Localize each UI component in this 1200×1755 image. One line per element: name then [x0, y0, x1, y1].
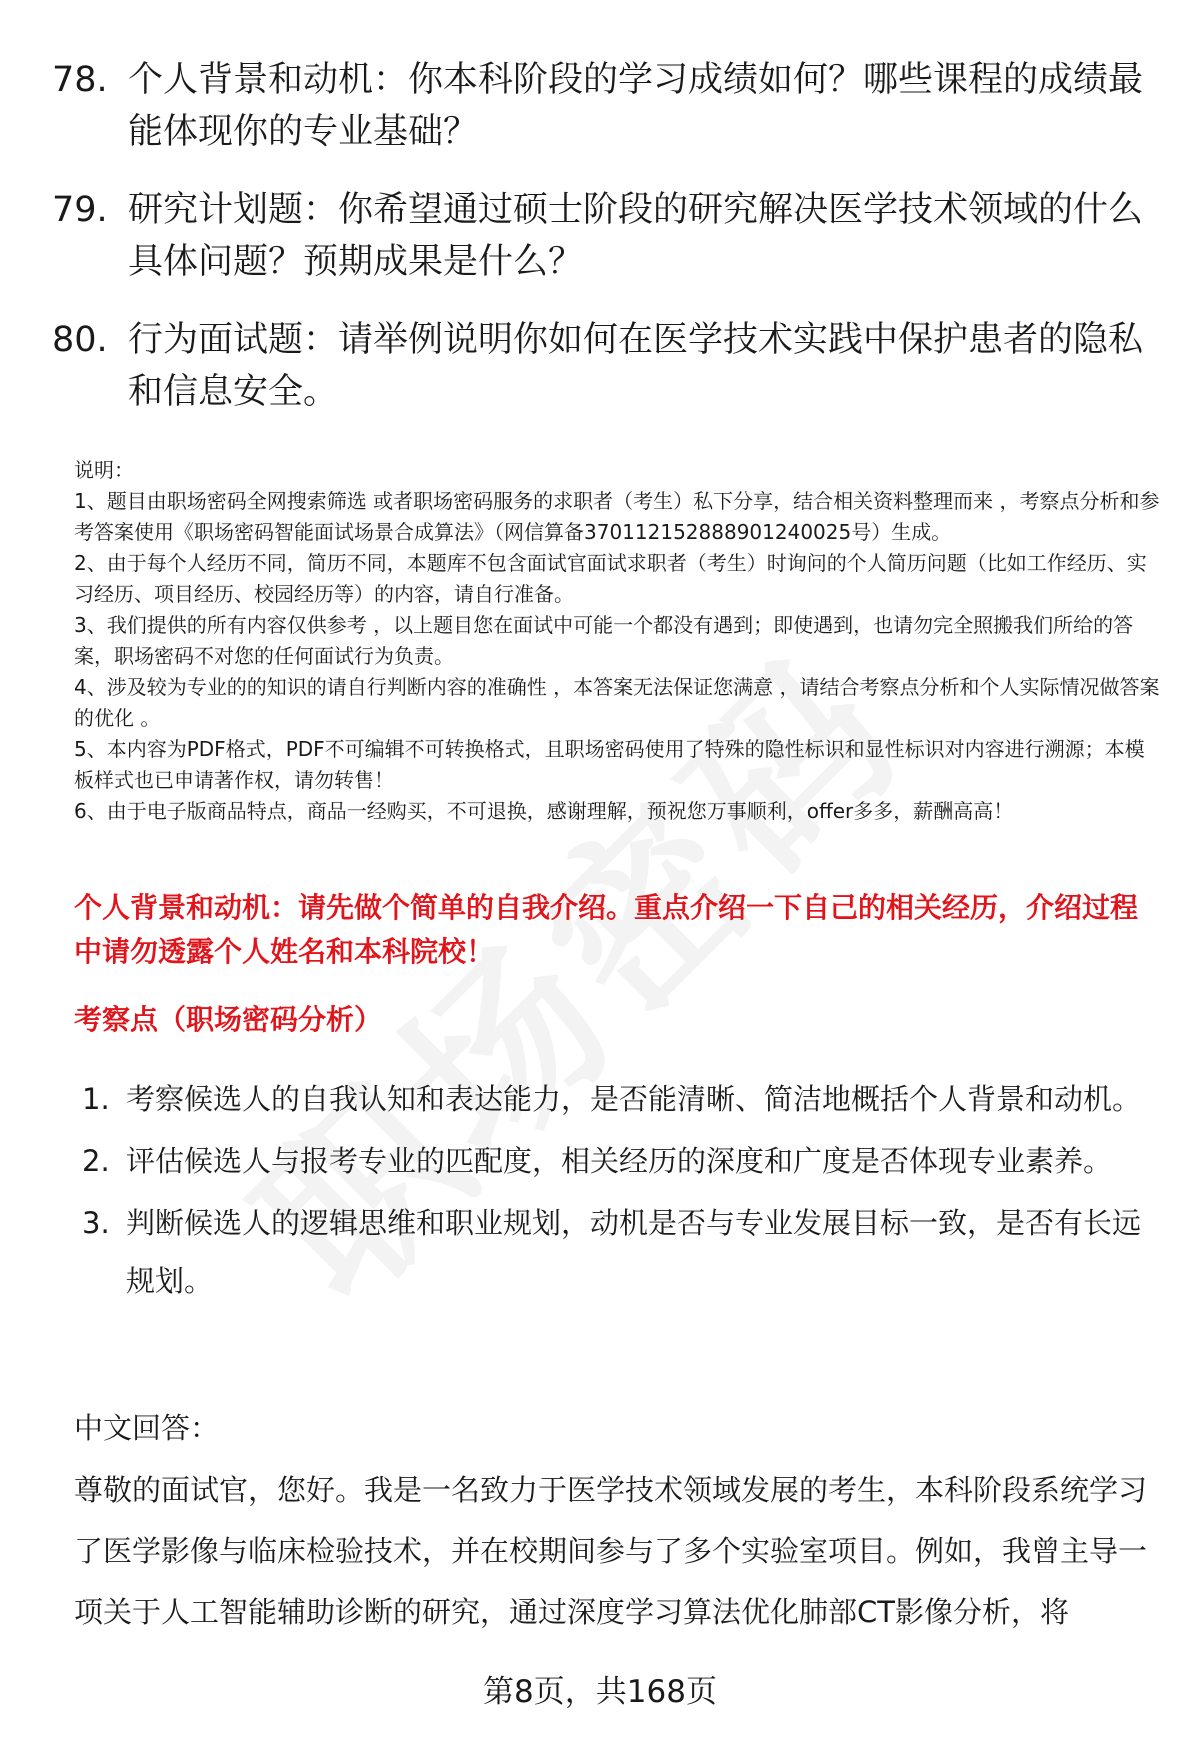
note-item: 6、由于电子版商品特点，商品一经购买，不可退换，感谢理解，预祝您万事顺利，offer多多，薪酬高高！: [74, 799, 1014, 823]
exam-point-number: 1.: [82, 1082, 110, 1116]
notes-title: 说明：: [74, 458, 134, 482]
note-item: 4、涉及较为专业的的知识的请自行判断内容的准确性 ，本答案无法保证您满意 ，请结合考察点分析和个人实际情况做答案的优化 。: [74, 675, 1160, 730]
exam-point-item: [82, 1132, 1162, 1190]
note-item: 2、由于每个人经历不同，简历不同，本题库不包含面试官面试求职者（考生）时询问的个人简历问题（比如工作经历、实习经历、项目经历、校园经历等）的内容，请自行准备。: [74, 551, 1147, 606]
answer-body: 尊敬的面试官，您好。我是一名致力于医学技术领域发展的考生，本科阶段系统学习了医学影像与临床检验技术，并在校期间参与了多个实验室项目。例如，我曾主导一项关于人工智能辅助诊断的研究，通过深度学习算法优化肺部CT影像分析，将: [74, 1473, 1148, 1629]
exam-point-number: 3.: [82, 1206, 110, 1240]
question-number: 80.: [52, 320, 108, 360]
exam-point-text: 评估候选人与报考专业的匹配度，相关经历的深度和广度是否体现专业素养。: [126, 1144, 1113, 1178]
exam-point-text: 考察候选人的自我认知和表达能力，是否能清晰、简洁地概括个人背景和动机。: [126, 1082, 1142, 1116]
question-text: 行为面试题：请举例说明你如何在医学技术实践中保护患者的隐私和信息安全。: [128, 320, 1144, 412]
question-number: 78.: [52, 60, 108, 100]
answer-label: 中文回答：: [74, 1411, 220, 1445]
question-list: [52, 54, 1152, 444]
note-item: 3、我们提供的所有内容仅供参考 ，以上题目您在面试中可能一个都没有遇到；即使遇到，也请勿完全照搬我们所给的答案，职场密码不对您的任何面试行为负责。: [74, 613, 1134, 668]
exam-point-item: [82, 1070, 1162, 1128]
exam-point-text: 判断候选人的逻辑思维和职业规划，动机是否与专业发展目标一致，是否有长远规划。: [126, 1206, 1142, 1298]
page-footer: 第8页，共168页: [483, 1674, 717, 1710]
exam-points-title: 考察点（职场密码分析）: [74, 1003, 383, 1036]
exam-points-list: [82, 1070, 1162, 1314]
question-item: [52, 314, 1152, 418]
note-item: 5、本内容为PDF格式，PDF不可编辑不可转换格式，且职场密码使用了特殊的隐性标识和显性标识对内容进行溯源；本模板样式也已申请著作权，请勿转售！: [74, 737, 1145, 792]
note-item: 1、题目由职场密码全网搜索筛选 或者职场密码服务的求职者（考生）私下分享，结合相关资料整理而来 ，考察点分析和参考答案使用《职场密码智能面试场景合成算法》（网信算备370112152888901240025号）生成。: [74, 489, 1160, 544]
question-number: 79.: [52, 190, 108, 230]
notes-section: [74, 455, 1160, 827]
question-text: 个人背景和动机：你本科阶段的学习成绩如何？哪些课程的成绩最能体现你的专业基础？: [128, 60, 1144, 152]
section-question-heading: 个人背景和动机：请先做个简单的自我介绍。重点介绍一下自己的相关经历，介绍过程中请勿透露个人姓名和本科院校！: [74, 891, 1139, 968]
question-text: 研究计划题：你希望通过硕士阶段的研究解决医学技术领域的什么具体问题？预期成果是什么？: [128, 190, 1144, 282]
question-item: [52, 184, 1152, 288]
exam-point-number: 2.: [82, 1144, 110, 1178]
exam-point-item: [82, 1194, 1162, 1310]
question-item: [52, 54, 1152, 158]
